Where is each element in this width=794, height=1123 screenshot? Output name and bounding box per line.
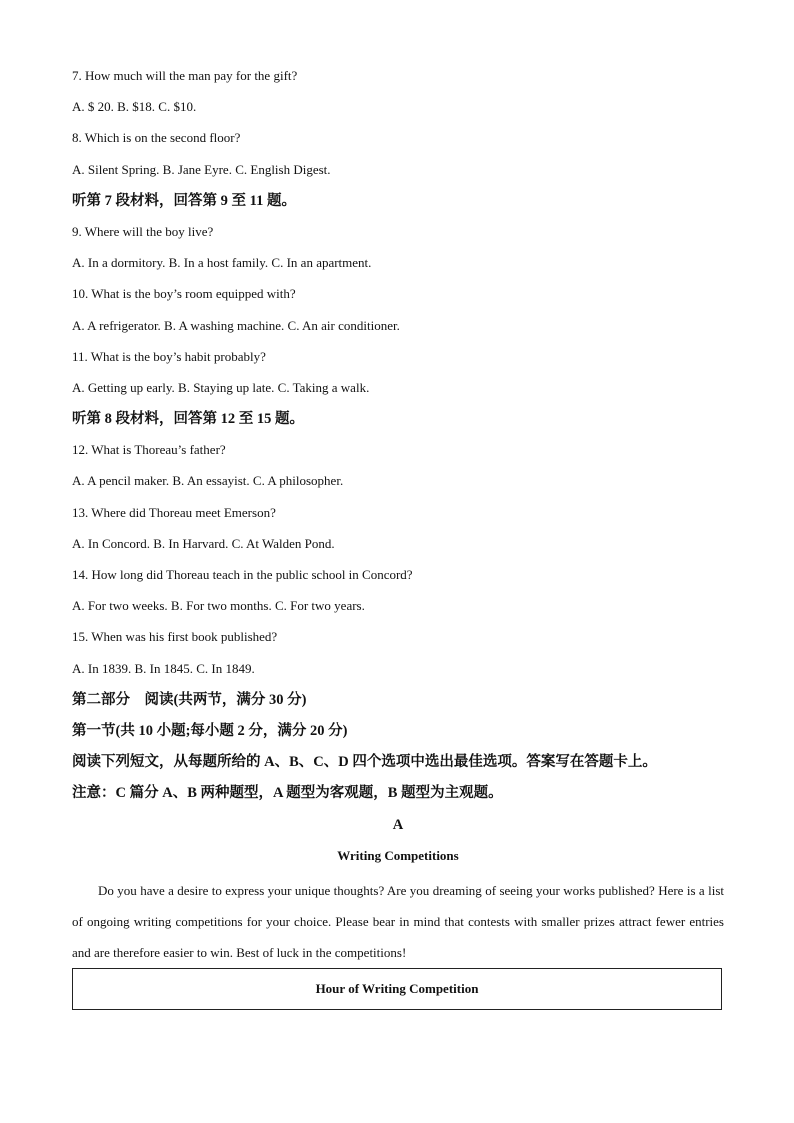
options-8: A. Silent Spring. B. Jane Eyre. C. English Digest. bbox=[72, 161, 331, 177]
section-one-heading: 第一节(共 10 小题;每小题 2 分，满分 20 分) bbox=[72, 722, 348, 739]
question-15: 15. When was his first book published? bbox=[72, 629, 278, 645]
document-page bbox=[72, 64, 724, 1010]
part-two-heading: 第二部分 阅读(共两节，满分 30 分) bbox=[72, 691, 307, 708]
passage-letter: A bbox=[392, 816, 404, 833]
section-instruction-8: 听第 8 段材料，回答第 12 至 15 题。 bbox=[72, 411, 304, 428]
table-header bbox=[72, 968, 722, 1010]
options-11: A. Getting up early. B. Staying up late. C. Taking a walk. bbox=[72, 379, 370, 395]
options-10: A. A refrigerator. B. A washing machine. C. An air conditioner. bbox=[72, 317, 400, 333]
question-7: 7. How much will the man pay for the gift? bbox=[72, 68, 298, 83]
reading-instruction: 阅读下列短文，从每题所给的 A、B、C、D 四个选项中选出最佳选项。答案写在答题卡上。 bbox=[72, 754, 657, 771]
question-9: 9. Where will the boy live? bbox=[72, 223, 214, 239]
options-14: A. For two weeks. B. For two months. C. For two years. bbox=[72, 598, 365, 614]
passage-paragraph: Do you have a desire to express your unique thoughts? Are you dreaming of seeing your works published? Here is a list of ongoing writing competitions for your choice. Please bear in mind that contests with smaller prizes attract fewer entries and are therefore easier to win. Best of luck in the competitions! bbox=[72, 882, 724, 961]
options-12: A. A pencil maker. B. An essayist. C. A philosopher. bbox=[72, 473, 344, 489]
options-7: A. $ 20. B. $18. C. $10. bbox=[72, 99, 197, 115]
question-8: 8. Which is on the second floor? bbox=[72, 130, 241, 146]
question-10: 10. What is the boy’s room equipped with? bbox=[72, 286, 296, 302]
question-13: 13. Where did Thoreau meet Emerson? bbox=[72, 504, 276, 520]
table-header-text: Hour of Writing Competition bbox=[315, 981, 479, 997]
question-14: 14. How long did Thoreau teach in the public school in Concord? bbox=[72, 567, 413, 582]
options-15: A. In 1839. B. In 1845. C. In 1849. bbox=[72, 660, 255, 676]
note-instruction: 注意：C 篇分 A、B 两种题型，A 题型为客观题，B 题型为主观题。 bbox=[72, 785, 503, 802]
question-12: 12. What is Thoreau’s father? bbox=[72, 442, 226, 458]
options-13: A. In Concord. B. In Harvard. C. At Walden Pond. bbox=[72, 535, 335, 551]
section-instruction-7: 听第 7 段材料，回答第 9 至 11 题。 bbox=[72, 192, 296, 209]
question-11: 11. What is the boy’s habit probably? bbox=[72, 348, 266, 364]
options-9: A. In a dormitory. B. In a host family. C. In an apartment. bbox=[72, 255, 372, 271]
passage-title: Writing Competitions bbox=[337, 847, 459, 863]
